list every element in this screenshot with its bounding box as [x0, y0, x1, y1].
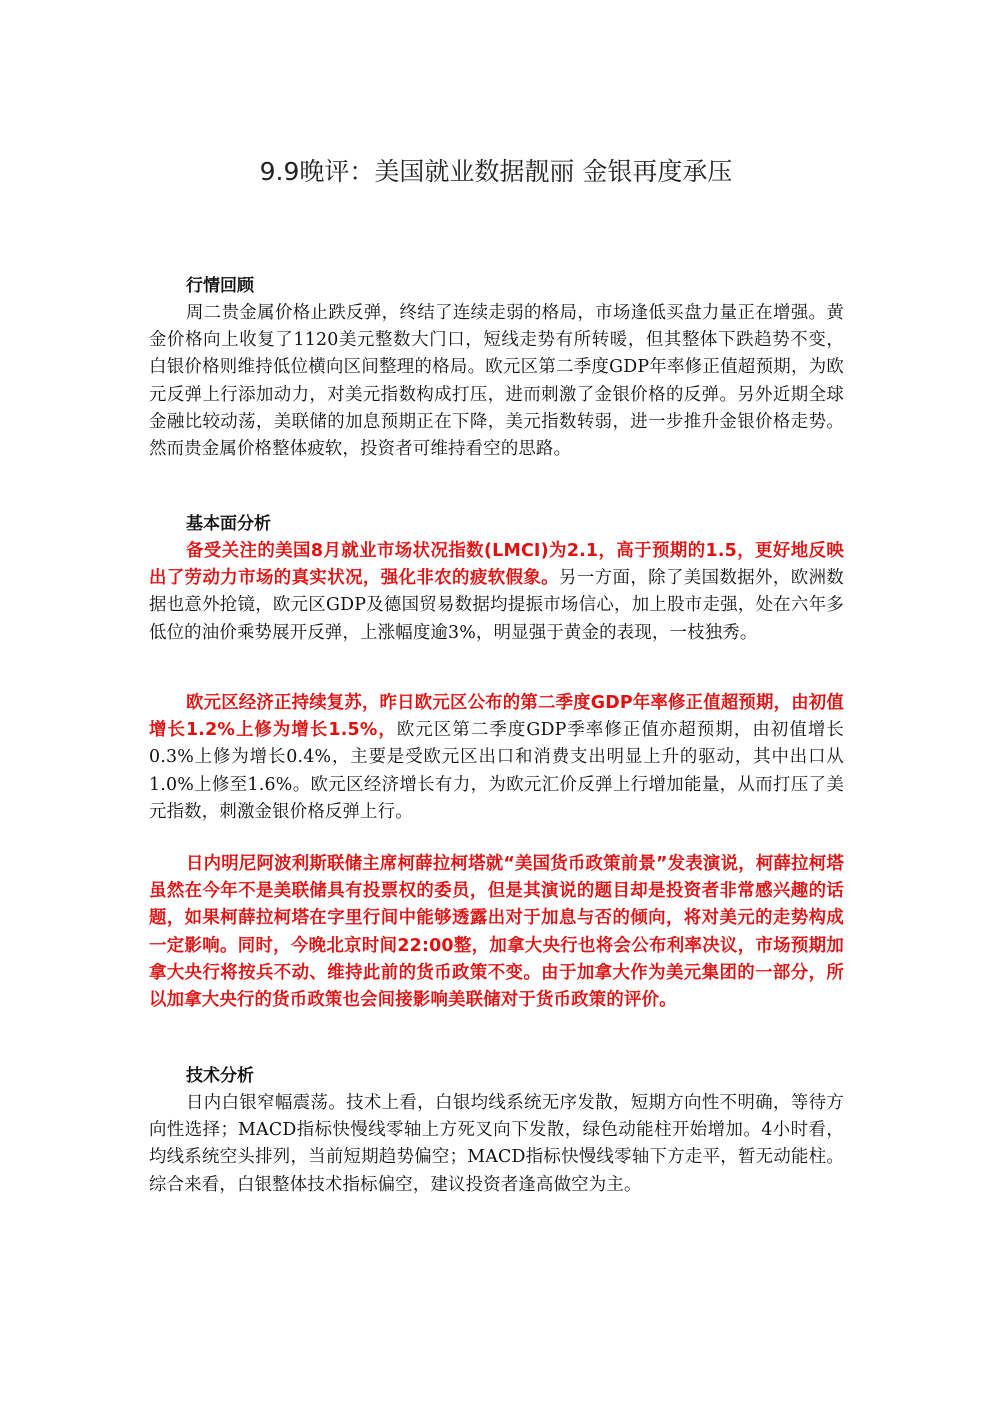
section-heading: 行情回顾 [186, 276, 254, 296]
page-title: 9.9晚评：美国就业数据靓丽 金银再度承压 [259, 157, 733, 186]
technical-paragraph: 日内白银窄幅震荡。技术上看，白银均线系统无序发散，短期方向性不明确，等待方向性选择；MACD指标快慢线零轴上方死叉向下发散，绿色动能柱开始增加。4小时看，均线系统空头排列，当前短期趋势偏空；MACD指标快慢线零轴下方走平，暂无动能柱。综合来看，白银整体技术指标偏空，建议投资者逢高做空为主。 [149, 1093, 844, 1195]
section-fundamental-2 [149, 690, 844, 826]
section-technical [149, 1062, 844, 1199]
body-text: 欧元区第二季度GDP季率修正值亦超预期，由初值增长0.3%上修为增长0.4%，主要是受欧元区出口和消费支出明显上升的驱动，其中出口从1.0%上修至1.6%。欧元区经济增长有力，为欧元汇价反弹上行增加能量，从而打压了美元指数，刺激金银价格反弹上行。 [149, 720, 844, 822]
review-paragraph: 周二贵金属价格止跌反弹，终结了连续走弱的格局，市场逢低买盘力量正在增强。黄金价格向上收复了1120美元整数大门口，短线走势有所转暖，但其整体下跌趋势不变，白银价格则维持低位横向区间整理的格局。欧元区第二季度GDP年率修正值超预期，为欧元反弹上行添加动力，对美元指数构成打压，进而刺激了金银价格的反弹。另外近期全球金融比较动荡，美联储的加息预期正在下降，美元指数转弱，进一步推升金银价格走势。然而贵金属价格整体疲软，投资者可维持看空的思路。 [149, 303, 844, 460]
fundamental-paragraph-1 [149, 538, 844, 647]
section-heading: 技术分析 [186, 1066, 254, 1086]
highlight-text: 欧元区经济正持续复苏，昨日欧元区公布的第二季度GDP年率修正值超预期，由初值增长1.2%上修为增长1.5%， [149, 693, 844, 741]
fundamental-paragraph-2 [149, 690, 844, 826]
body-text: 另一方面，除了美国数据外，欧洲数据也意外抢镜，欧元区GDP及德国贸易数据均提振市场信心，加上股市走强，处在六年多低位的油价乘势展开反弹，上涨幅度逾3%，明显强于黄金的表现，一枝独秀。 [149, 568, 845, 643]
section-fundamental [149, 510, 844, 647]
section-fundamental-3 [149, 851, 844, 1014]
section-review [149, 272, 844, 463]
fundamental-paragraph-3: 日内明尼阿波利斯联储主席柯薛拉柯塔就“美国货币政策前景”发表演说，柯薛拉柯塔虽然在今年不是美联储具有投票权的委员，但是其演说的题目却是投资者非常感兴趣的话题，如果柯薛拉柯塔在字里行间中能够透露出对于加息与否的倾向，将对美元的走势构成一定影响。同时，今晚北京时间22:00整，加拿大央行也将会公布利率决议，市场预期加拿大央行将按兵不动、维持此前的货币政策不变。由于加拿大作为美元集团的一部分，所以加拿大央行的货币政策也会间接影响美联储对于货币政策的评价。 [149, 854, 844, 1011]
highlight-text: 备受关注的美国8月就业市场状况指数(LMCI)为2.1，高于预期的1.5，更好地反映出了劳动力市场的真实状况，强化非农的疲软假象。 [149, 541, 844, 589]
section-heading: 基本面分析 [186, 514, 271, 534]
